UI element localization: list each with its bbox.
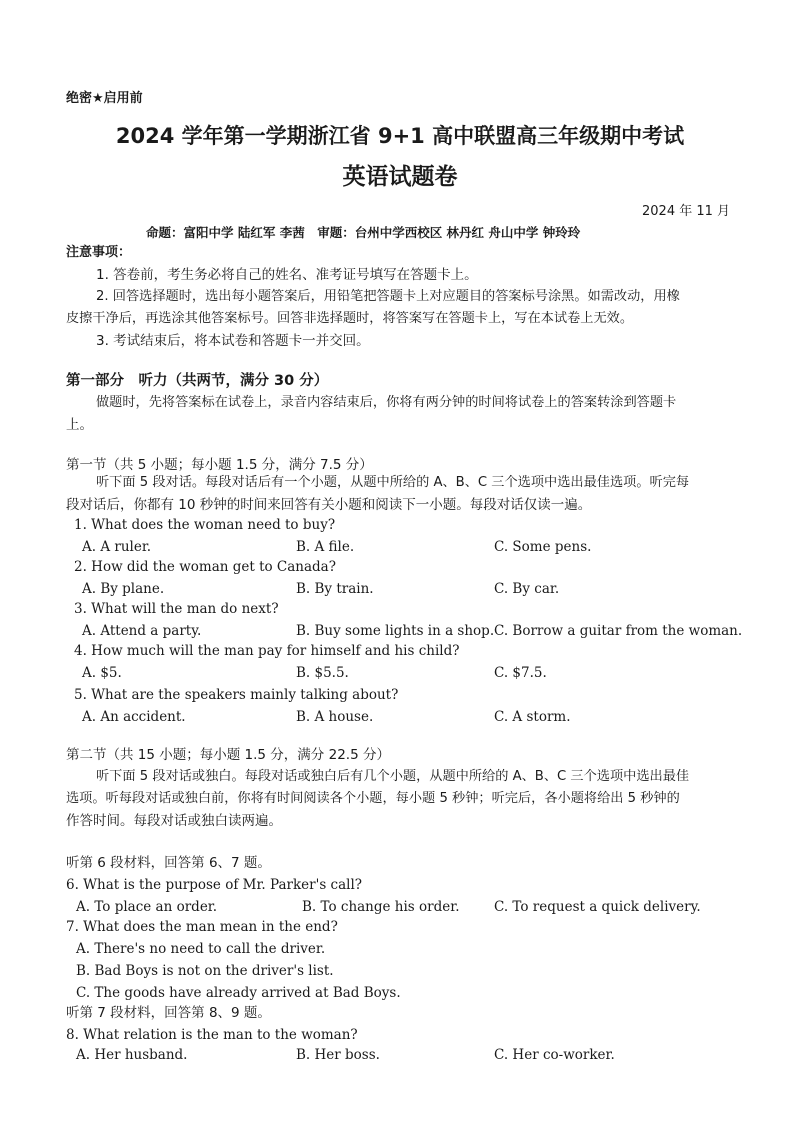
notice-item-2-line1: 2. 回答选择题时，选出每小题答案后，用铅笔把答题卡上对应题目的答案标号涂黑。如需改动，用橡 (96, 289, 680, 304)
option-3b: B. Buy some lights in a shop. (296, 623, 495, 639)
authors-line: 命题：富阳中学 陆红军 李茜 审题：台州中学西校区 林丹红 舟山中学 钟玲玲 (146, 225, 581, 240)
section2-heading: 第二节（共 15 小题；每小题 1.5 分，满分 22.5 分） (66, 747, 390, 763)
option-4c: C. $7.5. (494, 665, 547, 681)
option-3a: A. Attend a party. (82, 623, 202, 639)
section1-instr-line1: 听下面 5 段对话。每段对话后有一个小题，从题中所给的 A、B、C 三个选项中选出最佳选项。听完每 (96, 475, 690, 490)
option-6a: A. To place an order. (76, 899, 218, 915)
option-2b: B. By train. (296, 581, 374, 597)
option-3c: C. Borrow a guitar from the woman. (494, 623, 743, 639)
exam-subtitle: 英语试题卷 (342, 164, 458, 190)
section2-instr-line1: 听下面 5 段对话或独白。每段对话或独白后有几个小题，从题中所给的 A、B、C 三个选项中选出最佳 (96, 769, 690, 784)
material-7-heading: 听第 7 段材料，回答第 8、9 题。 (66, 1005, 271, 1021)
option-1a: A. A ruler. (82, 539, 152, 555)
notice-item-2-line2: 皮擦干净后，再选涂其他答案标号。回答非选择题时，将答案写在答题卡上，写在本试卷上无效。 (66, 311, 634, 326)
part1-intro-line2: 上。 (66, 417, 93, 433)
option-7a: A. There's no need to call the driver. (76, 941, 326, 957)
material-6-heading: 听第 6 段材料，回答第 6、7 题。 (66, 855, 271, 871)
part1-heading: 第一部分 听力（共两节，满分 30 分） (66, 373, 329, 389)
question-5: 5. What are the speakers mainly talking about? (74, 687, 399, 703)
question-1: 1. What does the woman need to buy? (74, 517, 336, 533)
option-7b: B. Bad Boys is not on the driver's list. (76, 963, 334, 979)
section1-heading: 第一节（共 5 小题；每小题 1.5 分，满分 7.5 分） (66, 457, 373, 473)
option-1b: B. A file. (296, 539, 355, 555)
option-2a: A. By plane. (82, 581, 165, 597)
option-6b: B. To change his order. (302, 899, 460, 915)
exam-title: 2024 学年第一学期浙江省 9+1 高中联盟高三年级期中考试 (115, 124, 685, 148)
notice-item-1: 1. 答卷前，考生务必将自己的姓名、准考证号填写在答题卡上。 (96, 267, 478, 283)
option-8a: A. Her husband. (76, 1047, 188, 1063)
option-8b: B. Her boss. (296, 1047, 380, 1063)
option-5a: A. An accident. (82, 709, 186, 725)
notice-item-3: 3. 考试结束后，将本试卷和答题卡一并交回。 (96, 333, 370, 349)
option-5b: B. A house. (296, 709, 374, 725)
exam-date: 2024 年 11 月 (642, 204, 731, 219)
confidential-label: 绝密★启用前 (66, 91, 143, 106)
option-1c: C. Some pens. (494, 539, 592, 555)
option-6c: C. To request a quick delivery. (494, 899, 701, 915)
question-7: 7. What does the man mean in the end? (66, 919, 338, 935)
section2-instr-line3: 作答时间。每段对话或独白读两遍。 (66, 813, 282, 829)
option-8c: C. Her co-worker. (494, 1047, 615, 1063)
question-2: 2. How did the woman get to Canada? (74, 559, 336, 575)
question-6: 6. What is the purpose of Mr. Parker's call? (66, 877, 363, 893)
option-5c: C. A storm. (494, 709, 571, 725)
option-2c: C. By car. (494, 581, 560, 597)
option-4a: A. $5. (82, 665, 122, 681)
section1-instr-line2: 段对话后，你都有 10 秒钟的时间来回答有关小题和阅读下一小题。每段对话仅读一遍。 (66, 497, 592, 513)
notice-heading: 注意事项： (66, 245, 132, 260)
section2-instr-line2: 选项。听每段对话或独白前，你将有时间阅读各个小题，每小题 5 秒钟；听完后，各小题将给出 5 秒钟的 (66, 791, 680, 806)
question-4: 4. How much will the man pay for himself and his child? (74, 643, 460, 659)
question-8: 8. What relation is the man to the woman? (66, 1027, 358, 1043)
option-4b: B. $5.5. (296, 665, 349, 681)
part1-intro-line1: 做题时，先将答案标在试卷上，录音内容结束后，你将有两分钟的时间将试卷上的答案转涂到答题卡 (96, 395, 677, 410)
question-3: 3. What will the man do next? (74, 601, 279, 617)
option-7c: C. The goods have already arrived at Bad Boys. (76, 985, 401, 1001)
